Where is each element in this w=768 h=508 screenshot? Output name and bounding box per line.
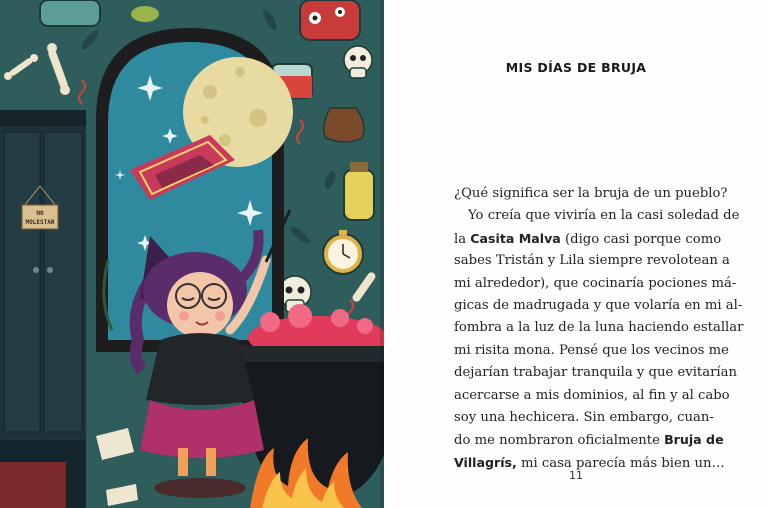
- text-line: sabes Tristán y Lila siempre revolotean a: [454, 253, 730, 269]
- text-line: Yo creía que viviría en la casi soledad de: [468, 208, 740, 224]
- text-line: mi alrededor), que cocinaría pociones má-: [454, 275, 737, 291]
- chest: [0, 462, 66, 508]
- text-line: la Casita Malva (digo casi porque como: [454, 230, 722, 247]
- text-line: do me nombraron oficialmente Bruja de: [454, 432, 724, 449]
- wardrobe: [0, 110, 86, 508]
- text-page: [384, 0, 768, 508]
- text-line: Villagrís, mi casa parecía más bien un…: [454, 454, 725, 471]
- text-line: dejarían trabajar tranquila y que evitarían: [454, 365, 737, 381]
- text-line: soy una hechicera. Sin embargo, cuan-: [454, 409, 714, 425]
- page-number: 11: [569, 469, 583, 482]
- place-name-bold: Casita Malva: [470, 230, 561, 246]
- body-paragraph: [454, 183, 744, 474]
- title-bold: Bruja de: [664, 432, 724, 448]
- title-bold: Villagrís,: [454, 454, 517, 470]
- svg-text:NO: NO: [36, 210, 44, 217]
- frog-icon: [131, 6, 159, 22]
- svg-text:MOLESTAR: MOLESTAR: [25, 219, 55, 226]
- chapter-title: MIS DÍAS DE BRUJA: [505, 60, 647, 75]
- sack-icon: [324, 108, 364, 142]
- text-line: gicas de madrugada y que volaría en mi al-: [454, 297, 743, 313]
- text-line: mi risita mona. Pensé que los vecinos me: [454, 342, 729, 358]
- text-line: acercarse a mis dominios, al fin y al cabo: [454, 387, 730, 403]
- text-line: ¿Qué significa ser la bruja de un pueblo?: [454, 186, 728, 201]
- text-line: fombra a la luz de la luna haciendo estallar: [454, 320, 744, 336]
